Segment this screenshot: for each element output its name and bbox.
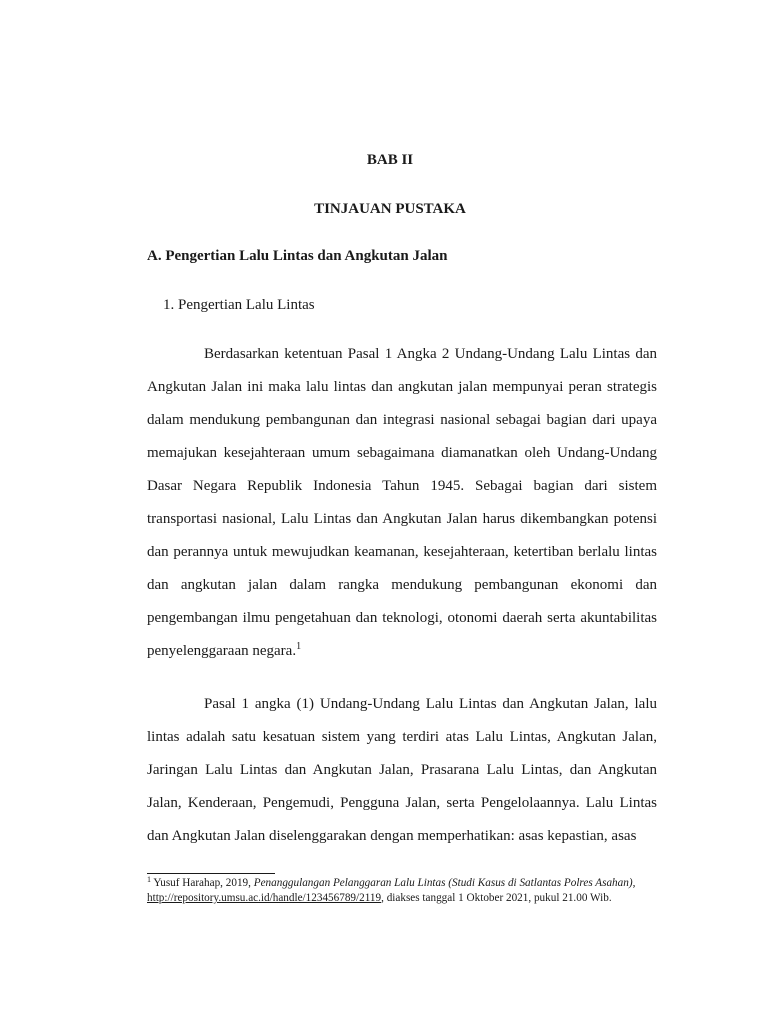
- paragraph-1-text: Berdasarkan ketentuan Pasal 1 Angka 2 Undang-Undang Lalu Lintas dan Angkutan Jalan ini maka lalu lintas dan angkutan jalan mempunyai peran strategis dalam mendukung pembangunan dan integrasi nasional sebagai bagian dari upaya memajukan kesejahteraan umum sebagaimana diamanatkan oleh Undang-Undang Dasar Negara Republik Indonesia Tahun 1945. Sebagai bagian dari sistem transportasi nasional, Lalu Lintas dan Angkutan Jalan harus dikembangkan potensi dan perannya untuk mewujudkan keamanan, kesejahteraan, ketertiban berlalu lintas dan angkutan jalan dalam rangka mendukung pembangunan ekonomi dan pengembangan ilmu pengetahuan dan teknologi, otonomi daerah serta akuntabilitas penyelenggaraan negara.: [147, 346, 657, 659]
- paragraph-2: Pasal 1 angka (1) Undang-Undang Lalu Lintas dan Angkutan Jalan, lalu lintas adalah satu kesatuan sistem yang terdiri atas Lalu Lintas, Angkutan Jalan, Jaringan Lalu Lintas dan Angkutan Jalan, Prasarana Lalu Lintas, dan Angkutan Jalan, Kenderaan, Pengemudi, Pengguna Jalan, serta Pengelolaannya. Lalu Lintas dan Angkutan Jalan diselenggarakan dengan memperhatikan: asas kepastian, asas: [147, 696, 657, 844]
- footnote: [147, 876, 659, 906]
- section-heading: A. Pengertian Lalu Lintas dan Angkutan Jalan: [147, 248, 448, 264]
- footnote-title: Penanggulangan Pelanggaran Lalu Lintas (Studi Kasus di Satlantas Polres Asahan),: [253, 877, 636, 889]
- subsection-heading: 1. Pengertian Lalu Lintas: [163, 297, 315, 313]
- footnote-reference[interactable]: 1: [296, 641, 302, 652]
- paragraph-1: [147, 338, 657, 668]
- chapter-title: TINJAUAN PUSTAKA: [314, 201, 466, 217]
- footnote-accessed: , diakses tanggal 1 Oktober 2021, pukul 21.00 Wib.: [381, 892, 612, 904]
- footnote-divider: [147, 873, 275, 874]
- footnote-number: 1: [147, 875, 151, 884]
- footnote-link[interactable]: http://repository.umsu.ac.id/handle/123456789/2119: [147, 892, 382, 904]
- footnote-author: Yusuf Harahap, 2019,: [151, 877, 254, 889]
- chapter-number: BAB II: [366, 152, 414, 168]
